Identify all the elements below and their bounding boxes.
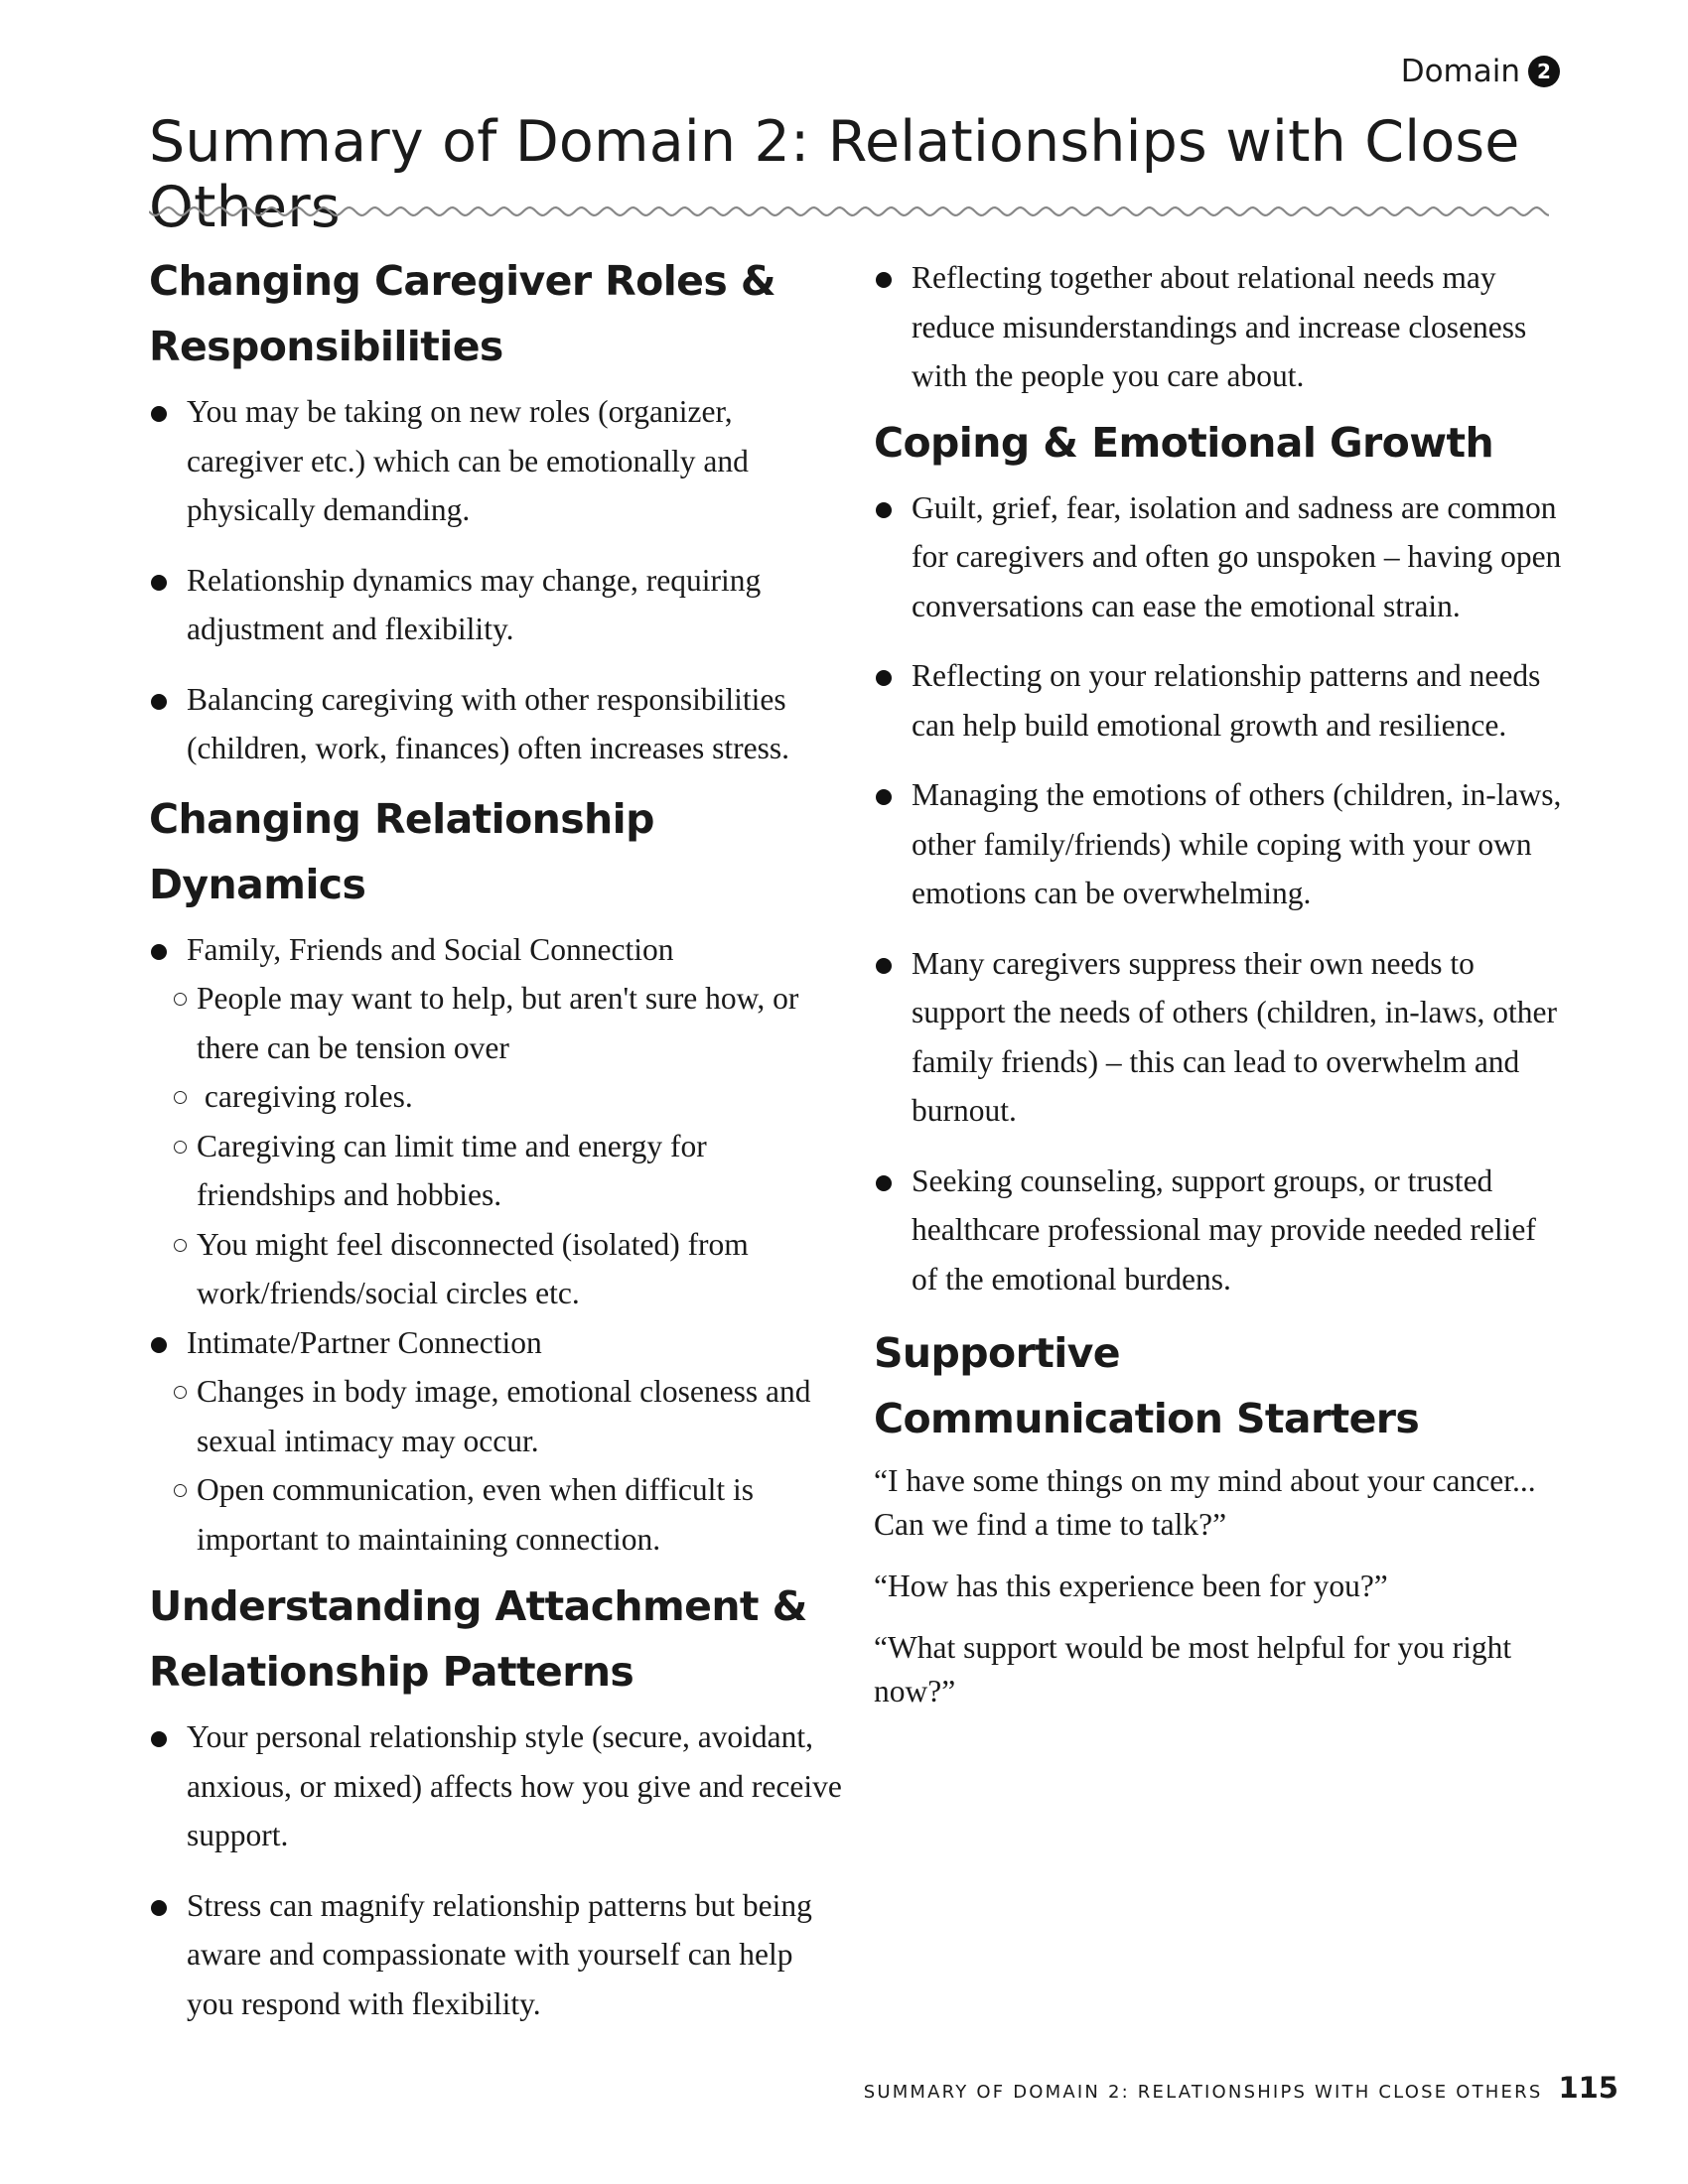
list-item: Reflecting on your relationship patterns and needs can help build emotional growth and resilience. (874, 651, 1569, 750)
section-heading-coping: Coping & Emotional Growth (874, 418, 1494, 467)
caregiver-roles-list (149, 387, 844, 773)
sub-list-item: Changes in body image, emotional closeness and sexual intimacy may occur. (173, 1367, 844, 1465)
left-column (149, 248, 844, 2049)
sub-list-item: Open communication, even when difficult is important to maintaining connection. (173, 1465, 844, 1564)
sub-list-item: caregiving roles. (173, 1072, 844, 1122)
list-item: Guilt, grief, fear, isolation and sadness are common for caregivers and often go unspoken – having open conversations can ease the emotional strain. (874, 483, 1569, 631)
relationship-dynamics-list (149, 925, 844, 1565)
starter-quote: “I have some things on my mind about your cancer... Can we find a time to talk?” (874, 1463, 1536, 1542)
page-number: 115 (1558, 2071, 1618, 2105)
list-item: You may be taking on new roles (organizer, caregiver etc.) which can be emotionally and physically demanding. (149, 387, 844, 535)
domain-tag (1401, 54, 1560, 89)
attachment-patterns-list (149, 1712, 844, 2028)
running-title: SUMMARY OF DOMAIN 2: RELATIONSHIPS WITH CLOSE OTHERS (863, 2082, 1543, 2103)
right-column (874, 253, 1569, 1731)
domain-number-badge: 2 (1528, 56, 1560, 87)
starter-quote: “How has this experience been for you?” (874, 1569, 1388, 1603)
page-title: Summary of Domain 2: Relationships with Close Others (149, 109, 1520, 240)
list-item: Seeking counseling, support groups, or trusted healthcare professional may provide needed relief of the emotional burdens. (874, 1157, 1569, 1304)
section-heading-relationship-dynamics: Changing Relationship Dynamics (149, 794, 654, 908)
starter-quote: “What support would be most helpful for you right now?” (874, 1630, 1512, 1708)
section-heading-caregiver-roles: Changing Caregiver Roles & Responsibilities (149, 257, 775, 370)
section-heading-attachment-patterns: Understanding Attachment & Relationship Patterns (149, 1582, 807, 1696)
list-item-group (149, 1318, 844, 1565)
list-item: Stress can magnify relationship patterns but being aware and compassionate with yourself can help you respond with flexibility. (149, 1881, 844, 2029)
list-item: Many caregivers suppress their own needs to support the needs of others (children, in-laws, other family friends) – this can lead to overwhelm and burnout. (874, 939, 1569, 1136)
sub-list (187, 974, 844, 1318)
list-item: Your personal relationship style (secure, avoidant, anxious, or mixed) affects how you give and receive support. (149, 1712, 844, 1860)
page-footer (864, 2071, 1618, 2105)
list-item: Relationship dynamics may change, requiring adjustment and flexibility. (149, 556, 844, 654)
domain-label: Domain (1400, 54, 1520, 89)
list-item-group (149, 925, 844, 1318)
section-heading-communication-starters: Supportive Communication Starters (874, 1329, 1420, 1442)
sub-list-item: You might feel disconnected (isolated) from work/friends/social circles etc. (173, 1220, 844, 1318)
continued-list (874, 253, 1569, 401)
coping-list (874, 483, 1569, 1304)
list-item: Reflecting together about relational needs may reduce misunderstandings and increase closeness with the people you care about. (874, 253, 1569, 401)
list-item: Balancing caregiving with other responsibilities (children, work, finances) often increases stress. (149, 675, 844, 773)
group-label: Family, Friends and Social Connection (187, 931, 674, 967)
sub-list-item: People may want to help, but aren't sure how, or there can be tension over (173, 974, 844, 1072)
group-label: Intimate/Partner Connection (187, 1324, 542, 1360)
sub-list-item: Caregiving can limit time and energy for friendships and hobbies. (173, 1122, 844, 1220)
sub-list (187, 1367, 844, 1564)
list-item: Managing the emotions of others (children, in-laws, other family/friends) while coping with your own emotions can be overwhelming. (874, 770, 1569, 918)
wavy-divider (149, 204, 1549, 219)
